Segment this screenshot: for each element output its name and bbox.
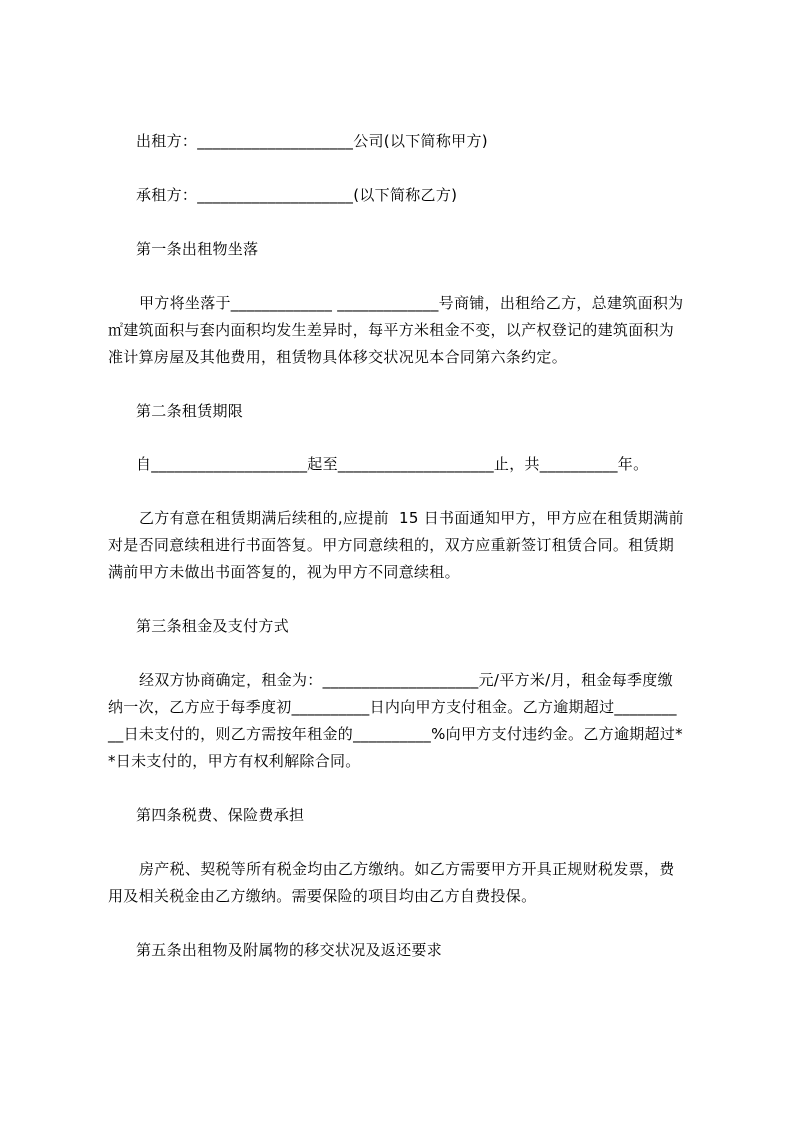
article-1-title: 第一条出租物坐落 [136, 240, 259, 258]
article-2-line-2: 对是否同意续租进行书面答复。甲方同意续租的，双方应重新签订租赁合同。租赁期 [108, 536, 675, 554]
article-3-line-2: 纳一次，乙方应于每季度初__________日内向甲方支付租金。乙方逾期超过________ [108, 698, 677, 716]
article-2-term-line: 自____________________起至____________________止，共__________年。 [136, 455, 649, 473]
lessee-line: 承租方：____________________(以下简称乙方) [136, 186, 458, 204]
article-4-line-2: 用及相关税金由乙方缴纳。需要保险的项目均由乙方自费投保。 [108, 887, 537, 905]
article-1-line-3: 准计算房屋及其他费用，租赁物具体移交状况见本合同第六条约定。 [108, 348, 568, 366]
article-2-line-3: 满前甲方未做出书面答复的，视为甲方不同意续租。 [108, 563, 460, 581]
article-5-title: 第五条出租物及附属物的移交状况及返还要求 [136, 941, 443, 959]
article-1-line-2: ㎡建筑面积与套内面积均发生差异时，每平方米租金不变，以产权登记的建筑面积为 [108, 321, 675, 339]
article-4-line-1: 房产税、契税等所有税金均由乙方缴纳。如乙方需要甲方开具正规财税发票，费 [139, 860, 675, 878]
article-3-line-1: 经双方协商确定，租金为：____________________元/平方米/月，租金每季度缴 [139, 671, 673, 689]
article-3-title: 第三条租金及支付方式 [136, 617, 290, 635]
article-4-title: 第四条税费、保险费承担 [136, 806, 305, 824]
article-2-title: 第二条租赁期限 [136, 402, 244, 420]
article-3-line-3: __日未支付的，则乙方需按年租金的__________%向甲方支付违约金。乙方逾期超过* [108, 725, 683, 743]
article-2-line-1: 乙方有意在租赁期满后续租的,应提前 15 日书面通知甲方，甲方应在租赁期满前 [139, 509, 684, 527]
article-3-line-4: *日未支付的，甲方有权利解除合同。 [108, 752, 361, 770]
lessor-line: 出租方：____________________公司(以下简称甲方) [136, 132, 488, 150]
article-1-line-1: 甲方将坐落于_____________ _____________号商铺，出租给乙方，总建筑面积为 [139, 294, 684, 312]
